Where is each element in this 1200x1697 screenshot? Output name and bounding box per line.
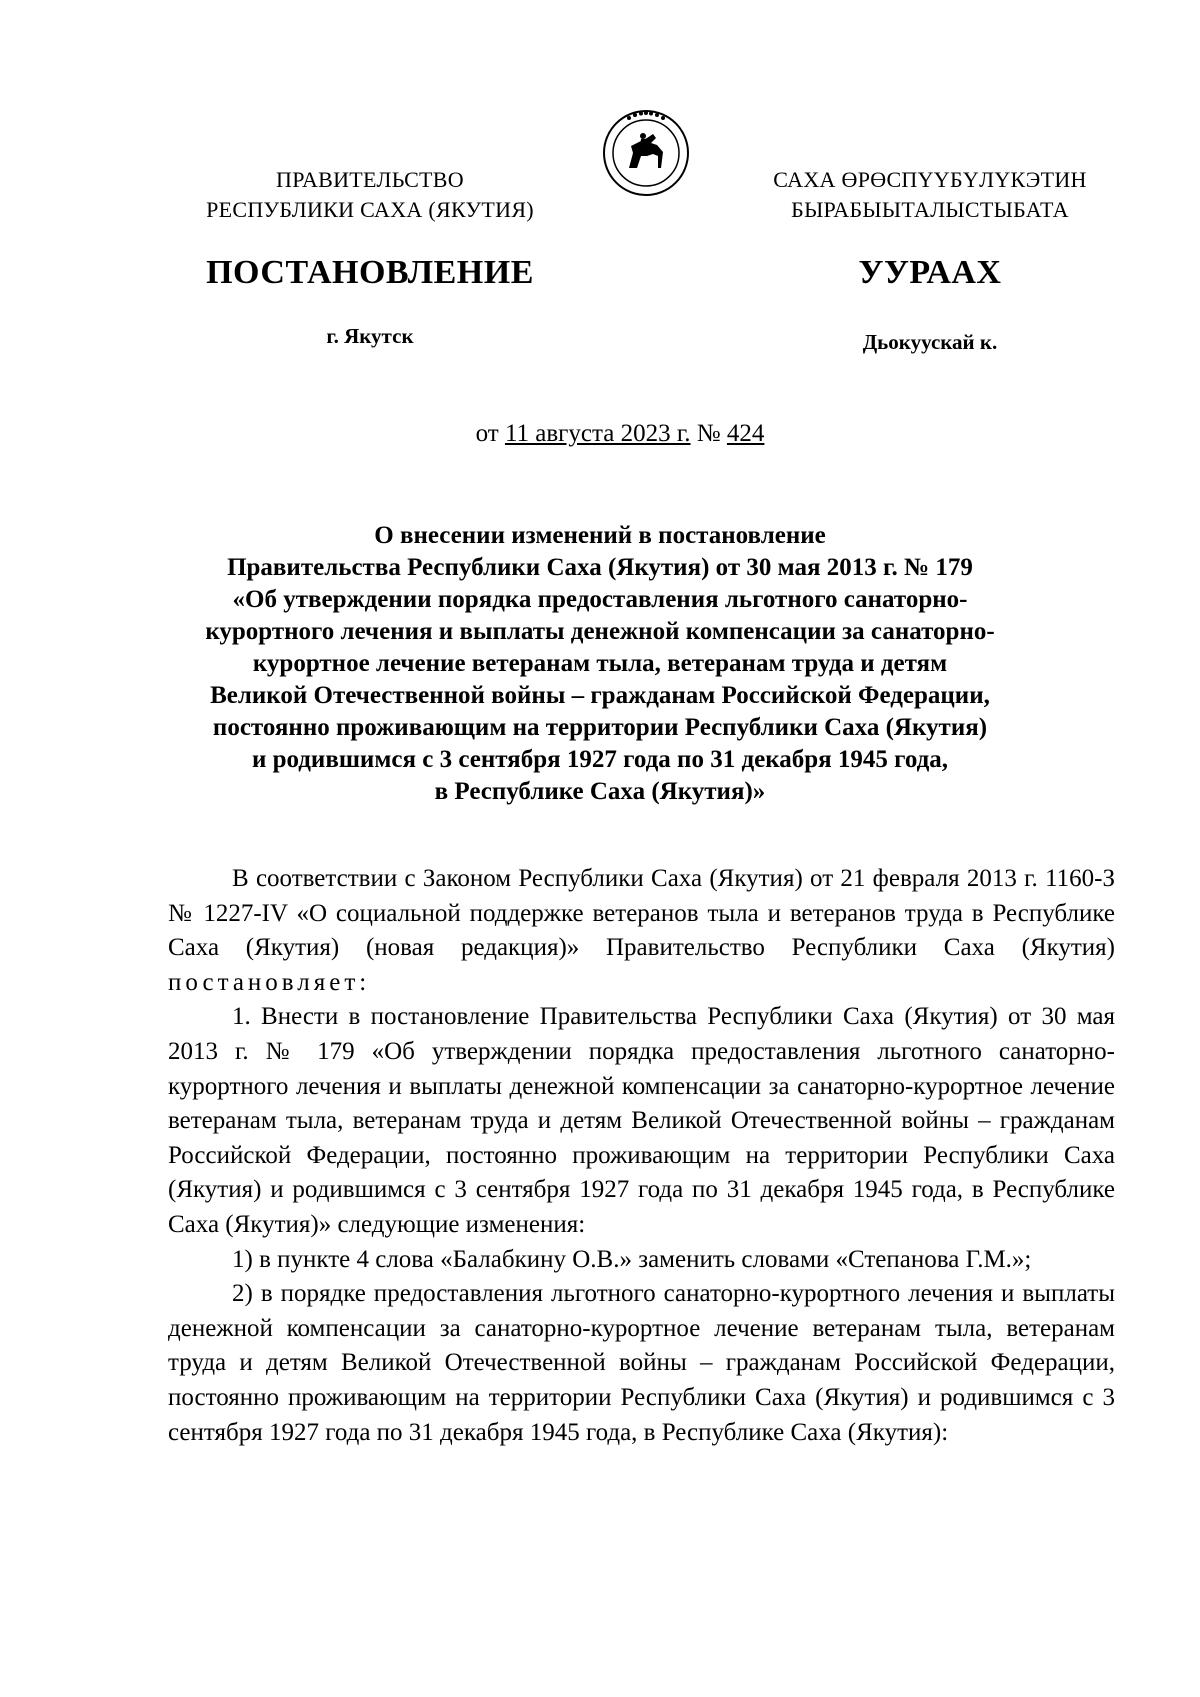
header-right-block xyxy=(740,165,1120,225)
doc-type-right: УУРААХ xyxy=(858,254,1002,291)
dateline xyxy=(0,420,1200,448)
header-left-block xyxy=(180,165,560,225)
dateline-date: 11 августа 2023 г. xyxy=(504,420,691,447)
header-left-line1: ПРАВИТЕЛЬСТВО xyxy=(276,167,464,192)
dateline-number: 424 xyxy=(726,420,765,447)
document-body xyxy=(168,862,1115,1450)
header-left-line2: РЕСПУБЛИКИ САХА (ЯКУТИЯ) xyxy=(206,197,534,222)
dateline-number-sign: № xyxy=(696,420,721,447)
document-title xyxy=(160,520,1040,808)
doc-type-left: ПОСТАНОВЛЕНИЕ xyxy=(206,254,534,291)
title-line: Правительства Республики Саха (Якутия) от 30 мая 2013 г. № 179 xyxy=(227,554,973,581)
title-line: О внесении изменений в постановление xyxy=(374,522,826,549)
title-line: «Об утверждении порядка предоставления льготного санаторно- xyxy=(232,586,968,613)
header-right-line1: САХА ӨРӨСПҮҮБҮЛҮКЭТИН xyxy=(773,167,1087,192)
city-left: г. Якутск xyxy=(326,324,414,348)
title-line: Великой Отечественной войны – гражданам Российской Федерации, xyxy=(210,682,990,709)
subitem-2-paragraph: 2) в порядке предоставления льготного санаторно-курортного лечения и выплаты денежной компенсации за санаторно-курортное лечение ветеранам тыла, ветеранам труда и детям Великой Отечественной войны – гражданам Российской Федерации, постоянно проживающим на территории Республики Саха (Якутия) и родившимся с 3 сентября 1927 года по 31 декабря 1945 года, в Республике Саха (Якутия): xyxy=(168,1280,1115,1446)
title-line: в Республике Саха (Якутия)» xyxy=(434,778,766,805)
title-line: курортное лечение ветеранам тыла, ветеранам труда и детям xyxy=(252,650,948,677)
title-line: курортного лечения и выплаты денежной компенсации за санаторно- xyxy=(205,618,995,645)
title-line: постоянно проживающим на территории Республики Саха (Якутия) xyxy=(212,714,988,741)
coat-of-arms-icon xyxy=(601,108,691,198)
item-1-paragraph: 1. Внести в постановление Правительства Республики Саха (Якутия) от 30 мая 2013 г. № 179 «Об утверждении порядка предоставления льготного санаторно-курортного лечения и выплаты денежной компенсации за санаторно-курортное лечение ветеранам тыла, ветеранам труда и детям Великой Отечественной войны – гражданам Российской Федерации, постоянно проживающим на территории Республики Саха (Якутия) и родившимся с 3 сентября 1927 года по 31 декабря 1945 года, в Республике Саха (Якутия)» следующие изменения: xyxy=(168,1003,1115,1238)
subitem-1-paragraph: 1) в пункте 4 слова «Балабкину О.В.» заменить словами «Степанова Г.М.»; xyxy=(232,1245,1032,1273)
decree-word: постановляет: xyxy=(168,968,371,996)
preamble-paragraph xyxy=(168,862,1115,1000)
preamble-text: В соответствии с Законом Республики Саха (Якутия) от 21 февраля 2013 г. 1160-З № 1227-IV «О социальной поддержке ветеранов тыла и ветеранов труда в Республике Саха (Якутия) (новая редакция)» Правительство Республики Саха (Якутия) xyxy=(168,865,1115,962)
title-line: и родившимся с 3 сентября 1927 года по 31 декабря 1945 года, xyxy=(251,746,949,773)
dateline-prefix: от xyxy=(475,420,499,447)
header-right-line2: БЫРАБЫЫТАЛЫСТЫБАТА xyxy=(791,197,1069,222)
city-right: Дьокуускай к. xyxy=(862,330,998,354)
